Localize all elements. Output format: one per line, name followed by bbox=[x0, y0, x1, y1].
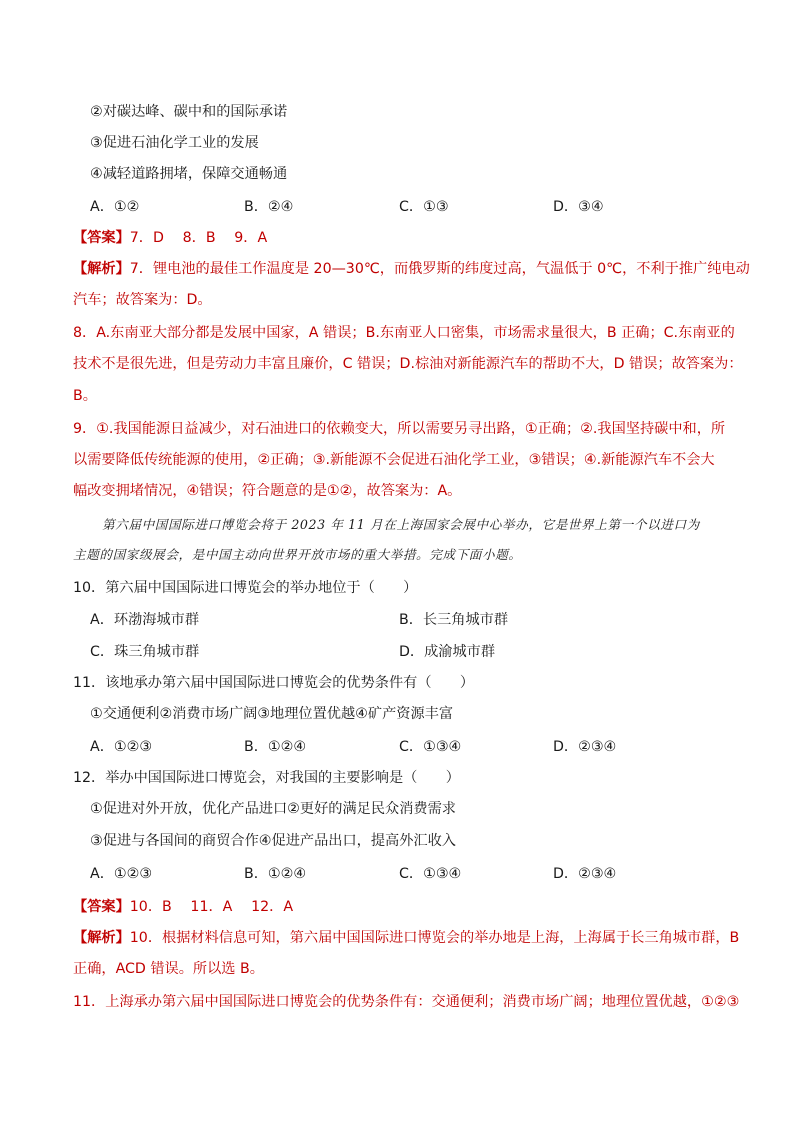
analysis-tag: 【解析】 bbox=[73, 261, 130, 277]
analysis-line-3: 8．A.东南亚大部分都是发展中国家，A 错误；B.东南亚人口密集，市场需求量很大，B 正确；C.东南亚的 bbox=[73, 325, 735, 341]
q9-choice-3: ③促进石油化学工业的发展 bbox=[90, 135, 259, 151]
q12-option-a: A．①②③ bbox=[90, 866, 153, 882]
analysis-line-5: B。 bbox=[73, 388, 97, 404]
analysis2-line-3-numbers: ①②③ bbox=[701, 994, 740, 1010]
q9-option-d: D．③④ bbox=[553, 199, 604, 215]
analysis2-line-1 bbox=[73, 928, 739, 948]
analysis-line-4: 技术不是很先进，但是劳动力丰富且廉价，C 错误；D.棕油对新能源汽车的帮助不大，D 错误；故答案为： bbox=[73, 356, 743, 372]
answer-text: 7．D 8．B 9．A bbox=[129, 230, 268, 246]
answer-block-2 bbox=[73, 897, 293, 917]
q12-option-d: D．②③④ bbox=[553, 866, 617, 882]
q12-choice-1: ①促进对外开放，优化产品进口②更好的满足民众消费需求 bbox=[90, 801, 456, 817]
analysis-line-2: 汽车；故答案为：D。 bbox=[73, 292, 212, 308]
q11-stem: 11．该地承办第六届中国国际进口博览会的优势条件有（ ） bbox=[73, 675, 475, 691]
analysis-text: 7．锂电池的最佳工作温度是 20—30℃，而俄罗斯的纬度过高，气温低于 0℃，不利于推广纯电动 bbox=[129, 261, 750, 277]
analysis-line-1 bbox=[73, 259, 750, 279]
q10-option-b: B．长三角城市群 bbox=[399, 612, 509, 628]
q12-option-c: C．①③④ bbox=[399, 866, 462, 882]
q11-options bbox=[90, 737, 730, 757]
q11-option-c: C．①③④ bbox=[399, 739, 462, 755]
q9-choice-4: ④减轻道路拥堵，保障交通畅通 bbox=[90, 166, 288, 182]
q10-option-d: D．成渝城市群 bbox=[399, 644, 496, 660]
q10-stem: 10．第六届中国国际进口博览会的举办地位于（ ） bbox=[73, 580, 418, 596]
q11-choices: ①交通便利②消费市场广阔③地理位置优越④矿产资源丰富 bbox=[90, 706, 454, 722]
answer-block-1 bbox=[73, 228, 267, 248]
q9-options bbox=[90, 197, 730, 217]
analysis-tag: 【解析】 bbox=[73, 930, 130, 946]
analysis-line-8: 幅改变拥堵情况，④错误；符合题意的是①②，故答案为：A。 bbox=[73, 483, 462, 499]
q12-choice-2: ③促进与各国间的商贸合作④促进产品出口，提高外汇收入 bbox=[90, 833, 456, 849]
q9-option-a: A．①② bbox=[90, 199, 140, 215]
q9-option-b: B．②④ bbox=[244, 199, 294, 215]
analysis2-line-3-text: 11．上海承办第六届中国国际进口博览会的优势条件有：交通便利；消费市场广阔；地理位置优越， bbox=[73, 994, 702, 1010]
answer-text: 10．B 11．A 12．A bbox=[129, 899, 294, 915]
answer-tag: 【答案】 bbox=[73, 899, 130, 915]
q9-choice-2: ②对碳达峰、碳中和的国际承诺 bbox=[90, 104, 288, 120]
material-line-1: 第六届中国国际进口博览会将于 2023 年 11 月在上海国家会展中心举办，它是世界上第一个以进口为 bbox=[102, 517, 700, 532]
material-line-2: 主题的国家级展会，是中国主动向世界开放市场的重大举措。完成下面小题。 bbox=[73, 547, 522, 562]
q11-option-a: A．①②③ bbox=[90, 739, 153, 755]
q10-option-c: C．珠三角城市群 bbox=[90, 644, 200, 660]
analysis2-line-2: 正确，ACD 错误。所以选 B。 bbox=[73, 961, 264, 977]
analysis-line-7: 以需要降低传统能源的使用，②正确；③.新能源不会促进石油化学工业，③错误；④.新能源汽车不会大 bbox=[73, 452, 715, 468]
analysis2-line-3 bbox=[73, 992, 739, 1012]
analysis-line-6: 9．①.我国能源日益减少，对石油进口的依赖变大，所以需要另寻出路，①正确；②.我国坚持碳中和，所 bbox=[73, 421, 726, 437]
q11-option-d: D．②③④ bbox=[553, 739, 617, 755]
q11-option-b: B．①②④ bbox=[244, 739, 307, 755]
q10-option-a: A．环渤海城市群 bbox=[90, 612, 200, 628]
answer-tag: 【答案】 bbox=[73, 230, 130, 246]
q12-option-b: B．①②④ bbox=[244, 866, 307, 882]
analysis-text: 10．根据材料信息可知，第六届中国国际进口博览会的举办地是上海，上海属于长三角城市群，B bbox=[129, 930, 740, 946]
q9-option-c: C．①③ bbox=[399, 199, 449, 215]
q12-options bbox=[90, 864, 730, 884]
q12-stem: 12．举办中国国际进口博览会，对我国的主要影响是（ ） bbox=[73, 770, 460, 786]
